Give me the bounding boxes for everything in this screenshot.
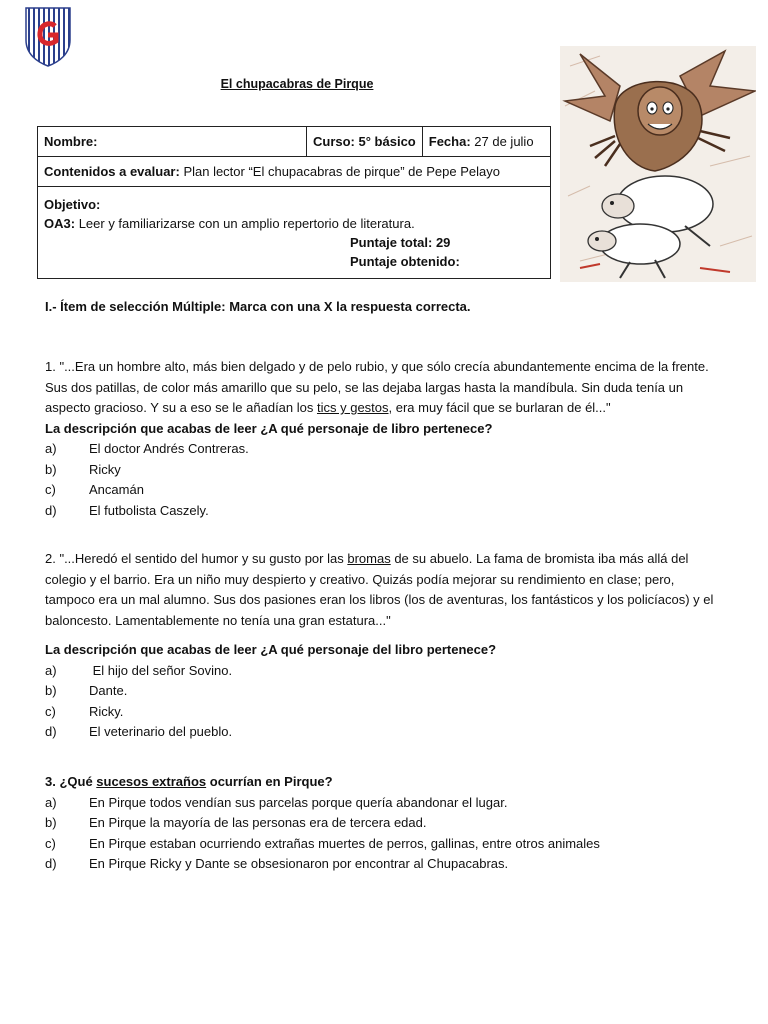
passage-text: 1. "...Era un hombre alto, más bien delgado y de pelo rubio, y que sólo crecía abundantemente encima de la frente. Sus dos patillas, de color más amarillo que su pelo, se las dejaba largas hasta la mandíbula. Sin duda tenía un aspecto gracioso. Y su a eso se le añadían los bbox=[45, 359, 709, 415]
option-a[interactable] bbox=[45, 439, 715, 460]
course-label: Curso: bbox=[313, 134, 355, 149]
option-letter: b) bbox=[45, 683, 57, 698]
option-c[interactable] bbox=[45, 480, 715, 501]
passage-underlined-text: tics y gestos bbox=[316, 400, 389, 415]
option-a[interactable] bbox=[45, 661, 715, 682]
option-text: En Pirque todos vendían sus parcelas porque quería abandonar el lugar. bbox=[89, 794, 508, 810]
option-text: El veterinario del pueblo. bbox=[89, 724, 233, 739]
prompt-text: 3. ¿Qué bbox=[45, 774, 97, 789]
contents-label: Contenidos a evaluar: bbox=[44, 164, 180, 179]
option-letter: a) bbox=[45, 662, 57, 678]
passage-text: 2. "...Heredó el sentido del humor y su gusto por las bbox=[45, 551, 348, 566]
name-cell[interactable] bbox=[38, 127, 307, 157]
question-2-passage bbox=[45, 549, 715, 631]
question-2 bbox=[45, 549, 715, 743]
option-b[interactable] bbox=[45, 813, 715, 834]
option-letter: a) bbox=[45, 794, 57, 810]
option-letter: d) bbox=[45, 856, 57, 871]
oa-label: OA3: bbox=[44, 216, 76, 231]
date-value: 27 de julio bbox=[474, 134, 534, 149]
option-c[interactable] bbox=[45, 834, 715, 855]
option-d[interactable] bbox=[45, 854, 715, 875]
option-letter: c) bbox=[45, 703, 56, 719]
obtained-score[interactable]: Puntaje obtenido: bbox=[350, 254, 460, 269]
option-text: En Pirque Ricky y Dante se obsesionaron por encontrar al Chupacabras. bbox=[89, 856, 509, 871]
prompt-text: ocurrían en Pirque? bbox=[206, 774, 333, 789]
option-d[interactable] bbox=[45, 722, 715, 743]
name-label: Nombre: bbox=[44, 134, 98, 149]
question-1-prompt: La descripción que acabas de leer ¿A qué personaje de libro pertenece? bbox=[45, 420, 493, 436]
option-text: El hijo del señor Sovino. bbox=[89, 662, 233, 678]
option-text: Ricky bbox=[89, 461, 121, 477]
question-3 bbox=[45, 772, 715, 875]
student-info-table bbox=[37, 126, 551, 279]
option-text: Ancamán bbox=[89, 482, 144, 497]
option-letter: a) bbox=[45, 441, 57, 456]
contents-cell bbox=[38, 157, 551, 187]
contents-value: Plan lector “El chupacabras de pirque” de Pepe Pelayo bbox=[183, 164, 500, 179]
question-3-prompt bbox=[45, 772, 715, 793]
course-value: 5° básico bbox=[358, 134, 416, 149]
section-heading: I.- Ítem de selección Múltiple: Marca con una X la respuesta correcta. bbox=[45, 299, 471, 314]
option-letter: b) bbox=[45, 461, 57, 477]
objective-cell bbox=[38, 187, 551, 279]
option-d[interactable] bbox=[45, 501, 715, 522]
option-text: En Pirque estaban ocurriendo extrañas muertes de perros, gallinas, entre otros animales bbox=[89, 835, 600, 851]
option-b[interactable] bbox=[45, 460, 715, 481]
option-text: El futbolista Caszely. bbox=[89, 502, 209, 518]
option-letter: b) bbox=[45, 815, 57, 830]
oa-value: Leer y familiarizarse con un amplio repertorio de literatura. bbox=[78, 216, 415, 231]
objective-label: Objetivo: bbox=[44, 197, 101, 212]
passage-underlined-text: bromas bbox=[347, 551, 391, 566]
date-cell bbox=[422, 127, 550, 157]
prompt-underlined-text: sucesos extraños bbox=[96, 774, 207, 789]
oa-line bbox=[44, 214, 544, 233]
option-c[interactable] bbox=[45, 702, 715, 723]
question-1-passage bbox=[45, 357, 715, 419]
school-logo-icon bbox=[24, 6, 72, 68]
option-text: El doctor Andrés Contreras. bbox=[89, 441, 249, 456]
option-letter: d) bbox=[45, 724, 57, 739]
option-text: En Pirque la mayoría de las personas era de tercera edad. bbox=[89, 815, 427, 830]
document-title: El chupacabras de Pirque bbox=[220, 77, 374, 91]
question-1-options bbox=[45, 439, 715, 521]
question-2-prompt: La descripción que acabas de leer ¿A qué personaje del libro pertenece? bbox=[45, 642, 497, 657]
question-2-options bbox=[45, 661, 715, 743]
passage-text: , era muy fácil que se burlaran de él..." bbox=[388, 400, 611, 415]
option-a[interactable] bbox=[45, 793, 715, 814]
option-text: Ricky. bbox=[89, 703, 124, 719]
option-text: Dante. bbox=[89, 683, 128, 698]
option-letter: c) bbox=[45, 835, 56, 851]
question-1 bbox=[45, 357, 715, 521]
question-3-options bbox=[45, 793, 715, 875]
course-cell bbox=[307, 127, 423, 157]
option-b[interactable] bbox=[45, 681, 715, 702]
option-letter: c) bbox=[45, 482, 56, 497]
passage-text: de su abuelo. La fama de bromista iba más allá del colegio y el barrio. Era un niño muy despierto y creativo. Quizás podía mejorar su rendimiento en clase; pero, tampoco era un mal alumno. Sus dos pasiones eran los libros (los de aventuras, los fantásticos y los policíacos) y el baloncesto. Lamentablemente no tenía una gran estatura..." bbox=[45, 551, 714, 628]
date-label: Fecha: bbox=[428, 134, 471, 149]
option-letter: d) bbox=[45, 502, 57, 518]
total-score: Puntaje total: 29 bbox=[350, 235, 451, 250]
